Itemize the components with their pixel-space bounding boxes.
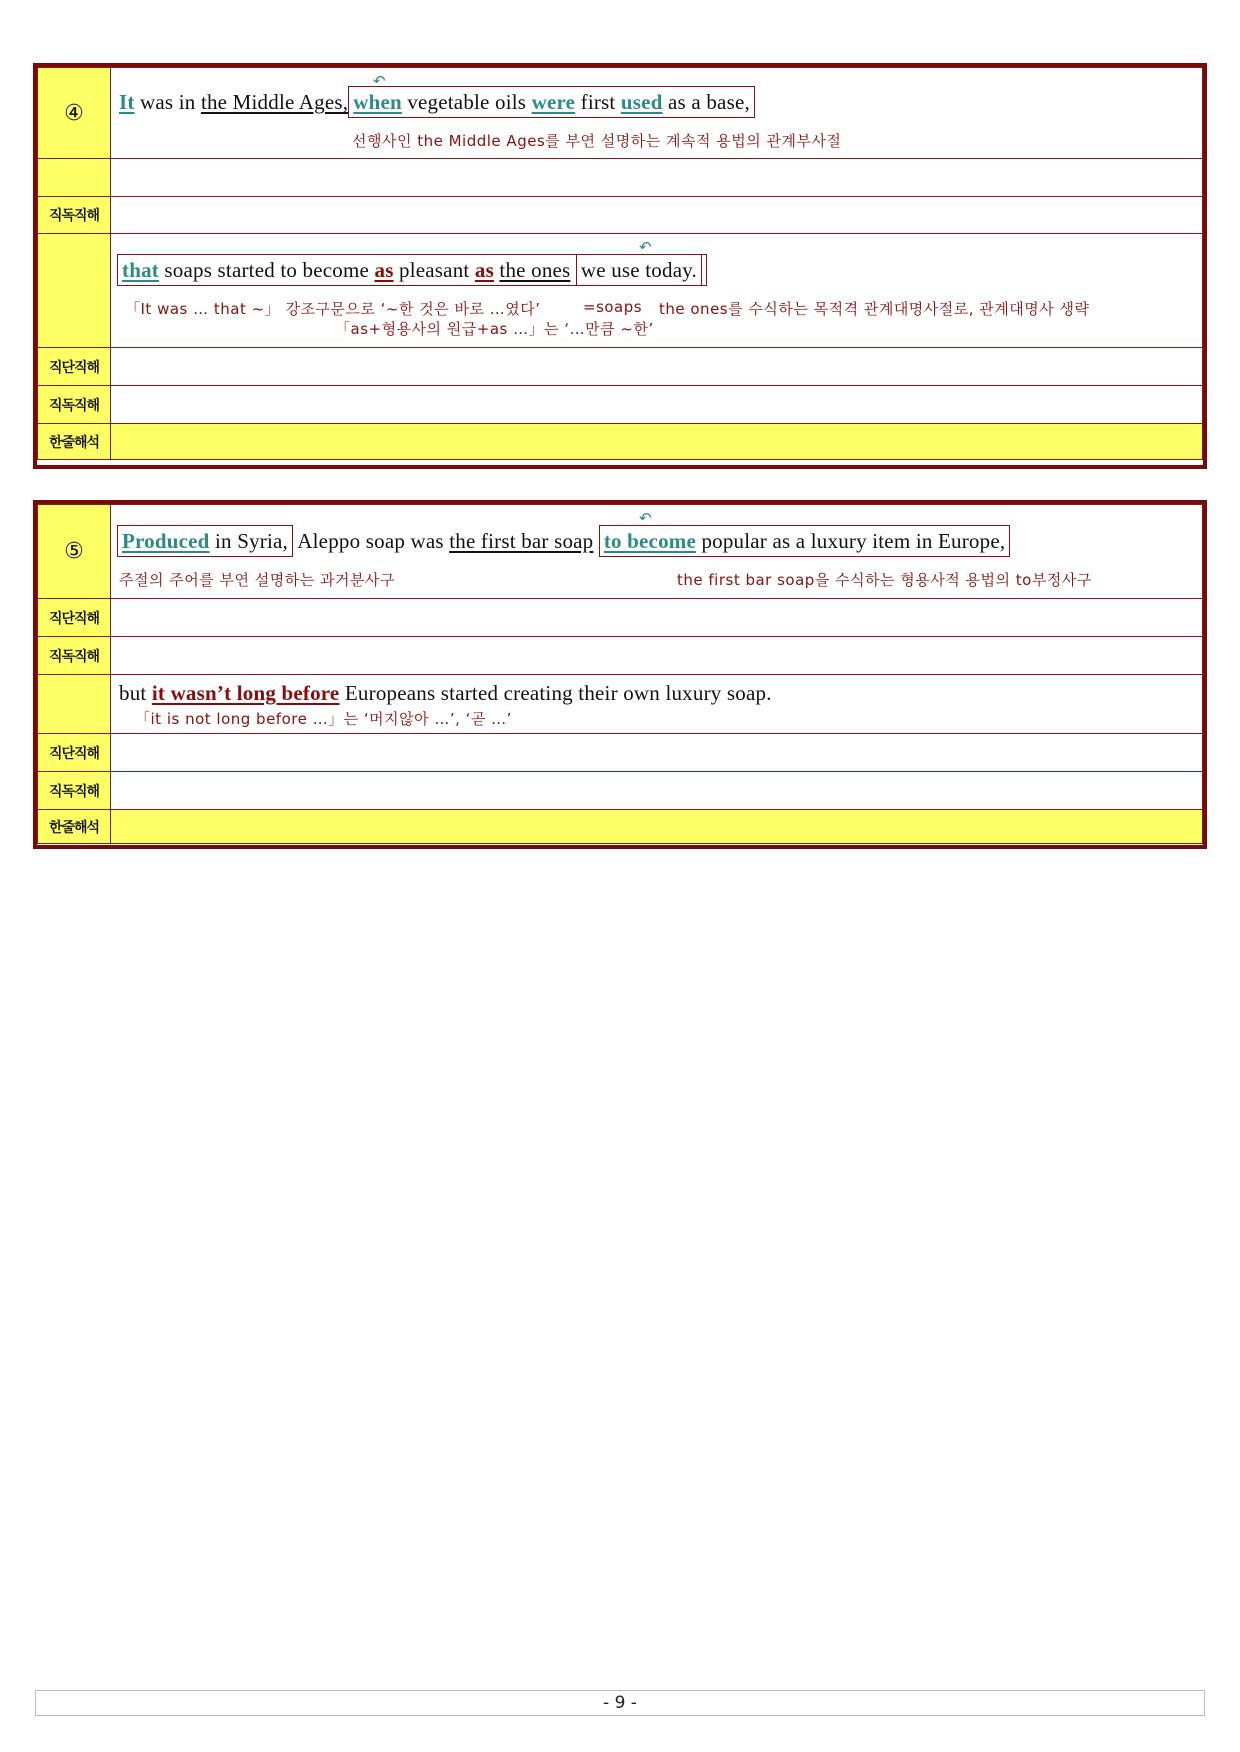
antecedent: the Middle Ages, [200,90,349,114]
relative-clause-box: when vegetable oils were first used as a base, [348,86,755,118]
answer-field[interactable] [111,637,1203,675]
sentence-line: Produced in Syria, Aleppo soap was the first bar soap to become popular as a luxury item in Europe, [117,529,1010,554]
sentence-line [117,258,707,283]
grammar-note: 주절의 주어를 부연 설명하는 과거분사구 [119,571,395,589]
answer-field[interactable] [111,197,1203,234]
infinitive-phrase-box: to become popular as a luxury item in Europe, [599,525,1010,557]
answer-field[interactable] [111,599,1203,637]
answer-field[interactable] [111,424,1203,460]
sentence-row [111,505,1203,599]
answer-field[interactable] [111,159,1203,197]
grammar-note: the first bar soap을 수식하는 형용사적 용법의 to부정사구 [677,571,1092,589]
grammar-note: the ones를 수식하는 목적격 관계대명사절로, 관계대명사 생략 [659,300,1090,318]
participle-phrase-box: Produced in Syria, [117,525,293,557]
answer-field[interactable] [111,386,1203,424]
answer-field[interactable] [111,772,1203,810]
relative-clause-box: we use today. [576,254,702,286]
row-label: 한줄해석 [38,810,111,844]
row-label [38,234,111,348]
page-number: - 9 - [35,1690,1205,1716]
row-label [38,159,111,197]
sentence-row [111,234,1203,348]
question-number: ④ [38,68,111,159]
sentence-line: but it wasn’t long before Europeans started creating their own luxury soap. [119,681,772,705]
row-label: 직독직해 [38,197,111,234]
grammar-note: 「as+형용사의 원급+as …」는 ‘…만큼 ~한’ [335,320,654,338]
subject-it: It [119,90,135,114]
row-label [38,675,111,734]
back-arrow-icon: ↶ [373,72,386,90]
grammar-note: 「it is not long before …」는 ‘머지않아 …’, ‘곧 …’ [135,710,512,728]
sentence-row [111,68,1203,159]
answer-field[interactable] [111,348,1203,386]
that-clause-box: that soaps started to become as pleasant as the ones we use today. [117,254,707,286]
question-block-4 [33,63,1207,469]
row-label: 직독직해 [38,386,111,424]
question-block-5 [33,500,1207,849]
row-label: 직단직해 [38,599,111,637]
row-label: 직단직해 [38,348,111,386]
row-label: 직독직해 [38,637,111,675]
row-label: 한줄해석 [38,424,111,460]
antecedent: the first bar soap [449,529,594,553]
answer-field[interactable] [111,810,1203,844]
grammar-note: 「It was … that ~」 강조구문으로 ‘~한 것은 바로 …였다’ [125,300,541,318]
row-label: 직단직해 [38,734,111,772]
back-arrow-icon: ↶ [639,509,652,527]
grammar-note: 선행사인 the Middle Ages를 부연 설명하는 계속적 용법의 관계부사절 [352,132,842,150]
row-label: 직독직해 [38,772,111,810]
grammar-note: =soaps [583,298,643,316]
question-number: ⑤ [38,505,111,599]
answer-field[interactable] [111,734,1203,772]
back-arrow-icon: ↶ [639,238,652,256]
sentence-row [111,675,1203,734]
sentence-line: It was in the Middle Ages, when vegetable oils were first used as a base, [119,90,755,115]
